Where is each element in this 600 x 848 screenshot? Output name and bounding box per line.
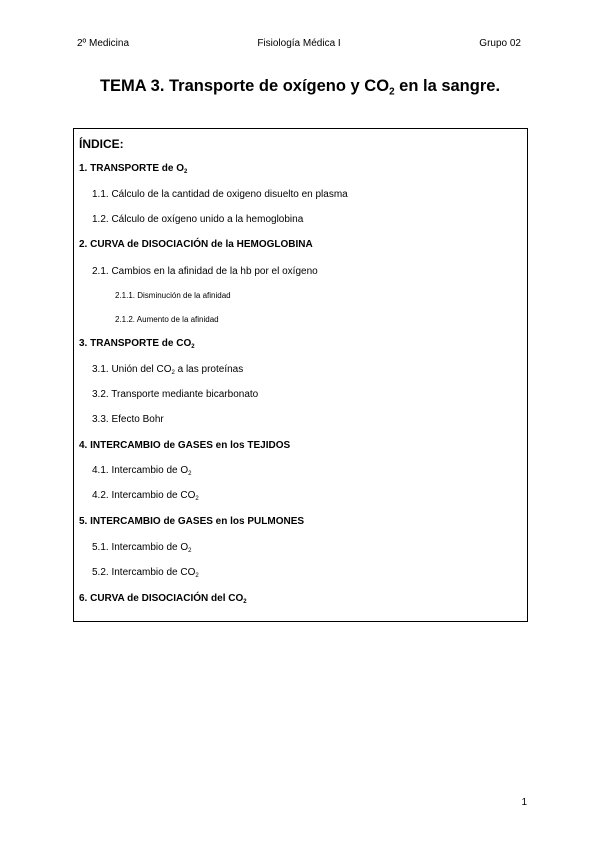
toc-item-3-3: 3.3. Efecto Bohr xyxy=(92,414,164,425)
header-group: Grupo 02 xyxy=(479,38,521,49)
title-text: TEMA 3. Transporte de oxígeno y CO xyxy=(99,77,390,95)
title-subscript: 2 xyxy=(389,86,395,98)
header-course: 2º Medicina xyxy=(77,38,130,49)
toc-item-1-2: 1.2. Cálculo de oxígeno unido a la hemoglobina xyxy=(92,214,304,225)
toc-item-1-1: 1.1. Cálculo de la cantidad de oxigeno disuelto en plasma xyxy=(92,189,348,200)
document-title xyxy=(0,77,600,96)
toc-item-4-2: 4.2. Intercambio de $CO_2$ xyxy=(92,490,199,503)
toc-heading: ÍNDICE: xyxy=(79,137,124,151)
header-subject: Fisiología Médica I xyxy=(257,38,341,49)
toc-item-2-1-1: 2.1.1. Disminución de la afinidad xyxy=(115,291,231,300)
toc-item-4-1: 4.1. Intercambio de $O_2$ xyxy=(92,465,192,478)
toc-item-5-2: 5.2. Intercambio de $CO_2$ xyxy=(92,567,199,580)
table-of-contents xyxy=(73,128,528,622)
toc-item-3-1: 3.1. Unión del $CO_2$ a las proteínas xyxy=(92,364,244,377)
toc-item-5: 5. INTERCAMBIO de GASES en los PULMONES xyxy=(79,516,305,527)
toc-item-4: 4. INTERCAMBIO de GASES en los TEJIDOS xyxy=(79,440,291,451)
toc-item-5-1: 5.1. Intercambio de $O_2$ xyxy=(92,542,192,555)
toc-item-2: 2. CURVA de DISOCIACIÓN de la HEMOGLOBINA xyxy=(79,239,313,250)
toc-item-6: 6. CURVA de DISOCIACIÓN del $CO_2$ xyxy=(79,593,247,606)
title-text-end: en la sangre. xyxy=(394,77,501,95)
toc-item-2-1-2: 2.1.2. Aumento de la afinidad xyxy=(115,315,219,324)
toc-item-3: 3. TRANSPORTE de $CO_2$ xyxy=(79,338,195,351)
page-number: 1 xyxy=(521,797,527,808)
page-header xyxy=(77,38,521,52)
toc-item-2-1: 2.1. Cambios en la afinidad de la hb por el oxígeno xyxy=(92,266,318,277)
toc-item-1: 1. TRANSPORTE de $O_2$ xyxy=(79,163,188,176)
toc-item-3-2: 3.2. Transporte mediante bicarbonato xyxy=(92,389,259,400)
